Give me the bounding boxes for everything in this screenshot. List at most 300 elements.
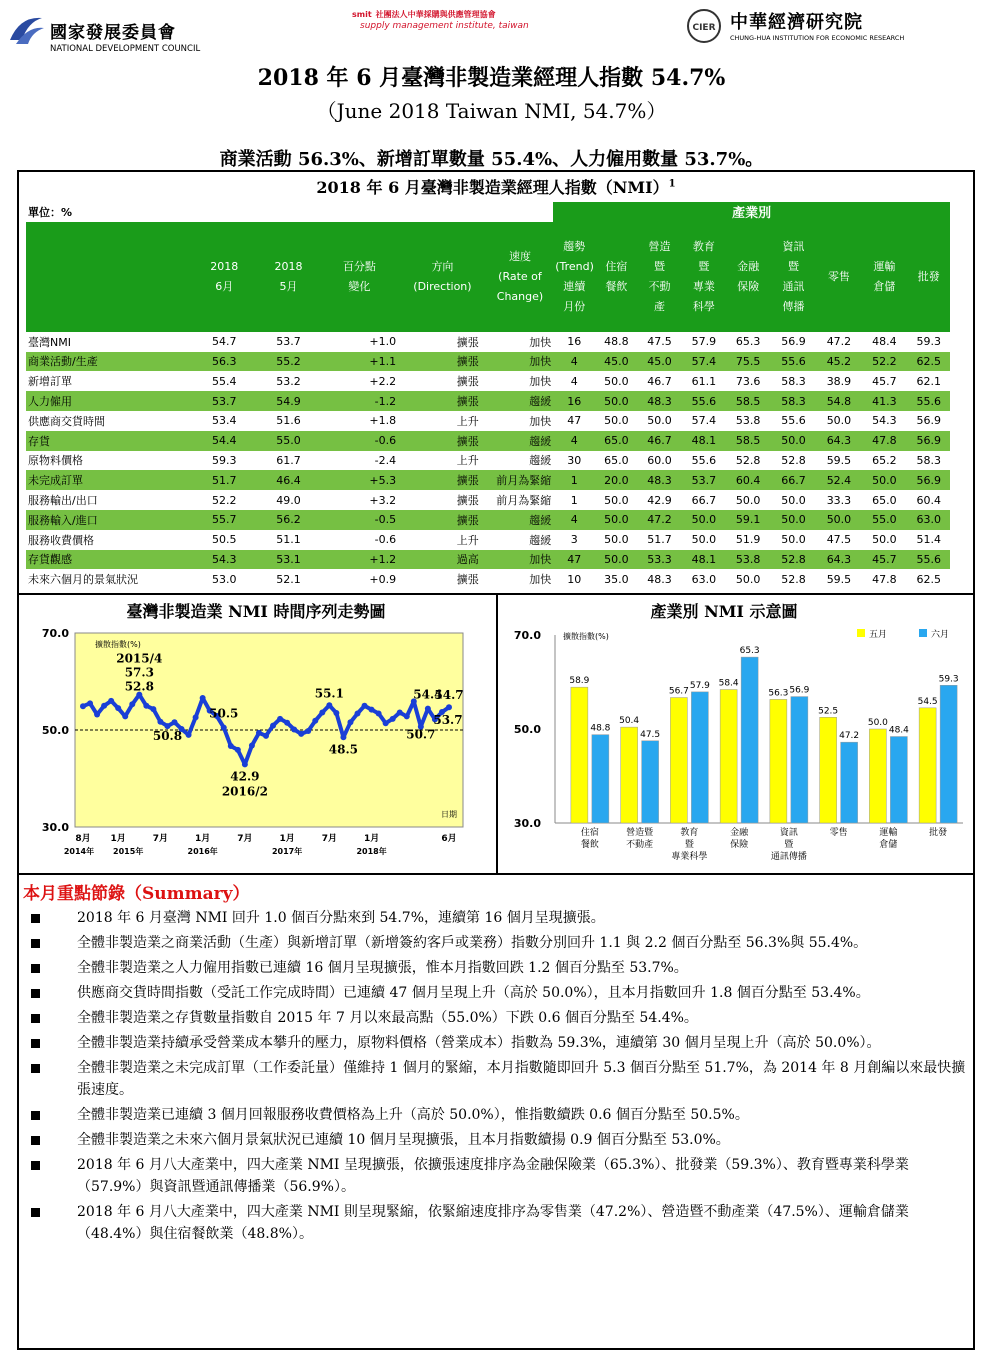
table-cell: 51.9 — [735, 533, 761, 547]
cier-emblem-icon — [686, 8, 722, 44]
table-cell: 59.5 — [826, 453, 852, 467]
table-cell: 4 — [553, 510, 595, 530]
table-cell: +2.2 — [369, 374, 397, 388]
table-cell: 56.2 — [256, 510, 320, 530]
table-cell: 48.1 — [682, 550, 726, 570]
summary-item — [27, 1104, 967, 1126]
table-cell: 56.9 — [908, 470, 950, 490]
nmi-point — [397, 710, 403, 716]
table-row — [26, 411, 950, 431]
legend-swatch — [919, 629, 927, 637]
summary-item — [27, 1154, 967, 1198]
bar — [571, 687, 588, 823]
table-cell: 47.2 — [826, 335, 852, 349]
table-cell: 加快 — [529, 573, 552, 587]
nmi-point — [355, 711, 361, 717]
summary-text: 全體非製造業已連續 3 個月回報服務收費價格為上升（高於 50.0%），惟指數續跌 0.6 個百分點至 50.5%。 — [77, 1107, 749, 1123]
table-cell: 56.9 — [781, 335, 806, 349]
nmi-point — [172, 719, 178, 725]
header-cell: 2018 6月 — [192, 222, 256, 332]
annotation-value: 54.4 — [413, 687, 443, 702]
table-cell: 55.0 — [861, 510, 908, 530]
table-cell: 63.0 — [691, 572, 717, 586]
table-cell: 46.7 — [647, 374, 672, 388]
bar-value-label: 50.4 — [619, 716, 640, 727]
header-cell: 營造 暨 不動 產 — [637, 222, 681, 332]
table-cell: 35.0 — [604, 572, 629, 586]
table-cell: 62.5 — [908, 352, 950, 372]
table-cell: 66.7 — [691, 493, 717, 507]
category-label: 教育 — [680, 828, 699, 838]
table-cell: 33.3 — [826, 493, 852, 507]
table-cell: 54.7 — [212, 335, 237, 349]
nmi-point — [383, 720, 389, 726]
table-cell: 55.0 — [256, 431, 320, 451]
nmi-point — [291, 727, 297, 733]
table-cell: 50.0 — [647, 414, 672, 428]
table-header-row — [26, 222, 950, 332]
table-cell: 55.7 — [192, 510, 256, 530]
bar — [642, 741, 659, 823]
table-cell: 加快 — [529, 335, 552, 349]
table-cell: 4 — [553, 431, 595, 451]
bar — [919, 708, 936, 823]
table-cell: -0.5 — [321, 510, 399, 530]
smit-name-zh: 社團法人中華採購與供應管理協會 — [375, 10, 496, 19]
category-label: 暨 — [784, 840, 794, 850]
annotation-value: 50.5 — [209, 706, 239, 721]
table-row — [26, 431, 950, 451]
table-cell: 65.3 — [735, 335, 761, 349]
table-cell: 50.0 — [735, 572, 761, 586]
table-cell: 63.0 — [908, 510, 950, 530]
table-cell: 57.9 — [691, 335, 717, 349]
table-cell: 60.4 — [726, 470, 770, 490]
table-unit-row — [26, 202, 950, 222]
nmi-point — [87, 700, 93, 706]
bar — [940, 685, 957, 823]
table-row — [26, 332, 950, 352]
year-label: 2016年 — [187, 847, 218, 856]
x-tick-label: 1月 — [195, 834, 211, 844]
table-cell: 50.0 — [604, 533, 629, 547]
table-cell: 48.4 — [872, 335, 897, 349]
summary-item — [27, 957, 967, 979]
table-cell: 16 — [567, 335, 582, 349]
table-cell: 64.3 — [817, 431, 861, 451]
table-cell: 50.0 — [872, 533, 897, 547]
table-cell: 73.6 — [735, 374, 761, 388]
summary-text: 全體非製造業持續承受營業成本攀升的壓力，原物料價格（營業成本）指數為 59.3%，連續第 30 個月呈現上升（高於 50.0%）。 — [77, 1035, 881, 1051]
smit-wordmark: smit — [352, 10, 372, 19]
table-cell: 50.5 — [212, 533, 237, 547]
table-cell: 52.8 — [781, 572, 806, 586]
table-cell: 上升 — [456, 533, 479, 547]
table-cell: 50.0 — [604, 493, 629, 507]
table-cell: 45.7 — [861, 550, 908, 570]
ndc-name-en: NATIONAL DEVELOPMENT COUNCIL — [50, 44, 201, 54]
table-cell: 48.1 — [682, 431, 726, 451]
table-cell: +0.9 — [369, 572, 397, 586]
table-cell: 50.0 — [595, 391, 637, 411]
table-row — [26, 510, 950, 530]
table-cell: 加快 — [529, 375, 552, 389]
summary-item — [27, 907, 967, 929]
summary-text: 全體非製造業之未完成訂單（工作委託量）僅維持 1 個月的緊縮，本月指數隨即回升 5.3 個百分點至 51.7%，為 2014 年 8 月創編以來最快擴張速度。 — [77, 1060, 966, 1098]
table-cell: 51.1 — [276, 533, 301, 547]
line-chart-ylabel: 擴散指數(%) — [95, 640, 141, 649]
bar-value-label: 57.9 — [689, 680, 710, 691]
table-cell: 60.4 — [916, 493, 942, 507]
table-cell: 50.0 — [781, 493, 806, 507]
annotation-value: 52.8 — [124, 679, 154, 694]
annotation-value: 50.7 — [406, 727, 436, 742]
nmi-point — [362, 703, 368, 709]
table-row — [26, 352, 950, 372]
annotation-value: 55.1 — [314, 686, 344, 701]
y-tick-label: 50.0 — [41, 724, 69, 737]
table-cell: 59.1 — [726, 510, 770, 530]
bullet-icon — [31, 1161, 40, 1170]
bar-value-label: 58.9 — [569, 676, 590, 687]
table-cell: 47.2 — [637, 510, 681, 530]
table-cell: 55.4 — [212, 374, 237, 388]
table-cell: 4 — [553, 352, 595, 372]
table-cell: 趨緩 — [487, 391, 553, 411]
table-cell: 49.0 — [276, 493, 301, 507]
nmi-point — [200, 695, 206, 701]
table-cell: 53.0 — [212, 572, 237, 586]
row-label: 服務收費價格 — [28, 533, 94, 547]
table-cell: 58.5 — [726, 431, 770, 451]
summary-text: 全體非製造業之商業活動（生產）與新增訂單（新增簽約客戶或業務）指數分別回升 1.1 與 2.2 個百分點至 56.3%與 55.4%。 — [77, 935, 868, 951]
table-cell: 加快 — [487, 352, 553, 372]
table-cell: 55.2 — [256, 352, 320, 372]
bullet-icon — [31, 1136, 40, 1145]
table-cell: -2.4 — [374, 453, 397, 467]
cier-logo — [686, 6, 926, 46]
table-cell: 55.6 — [691, 453, 717, 467]
industry-nmi-chart — [497, 595, 975, 873]
table-cell: 65.0 — [872, 493, 897, 507]
bar — [592, 735, 609, 823]
bar-value-label: 50.0 — [867, 718, 888, 728]
table-cell: 48.8 — [604, 335, 629, 349]
row-label: 服務輸出/出口 — [28, 494, 98, 508]
table-cell: -0.6 — [321, 431, 399, 451]
table-cell: 趨緩 — [487, 510, 553, 530]
bar — [691, 692, 708, 823]
table-cell: 54.9 — [256, 391, 320, 411]
nmi-point — [150, 706, 156, 712]
table-cell: 58.5 — [726, 391, 770, 411]
summary-text: 2018 年 6 月八大產業中，四大產業 NMI 呈現擴張，依擴張速度排序為金融保險業（65.3%）、批發業（59.3%）、教育暨專業科學業（57.9%）與資訊暨通訊傳播業（56.9%）。 — [77, 1157, 909, 1195]
table-cell: 55.6 — [781, 414, 806, 428]
table-cell: 擴張 — [398, 352, 487, 372]
table-row — [26, 530, 950, 550]
category-label: 批發 — [929, 828, 948, 838]
ndc-emblem-icon — [6, 10, 46, 50]
bullet-icon — [31, 939, 40, 948]
category-label: 零售 — [829, 828, 848, 838]
table-cell: 擴張 — [398, 510, 487, 530]
table-cell: +1.0 — [369, 335, 397, 349]
table-cell: -1.2 — [321, 391, 399, 411]
table-cell: 58.3 — [770, 391, 817, 411]
x-tick-label: 1月 — [279, 834, 295, 844]
table-cell: 62.5 — [916, 572, 942, 586]
bullet-icon — [31, 914, 40, 923]
bar — [621, 727, 638, 823]
table-cell: 53.7 — [276, 335, 301, 349]
table-cell: 過高 — [398, 550, 487, 570]
header-cell: 百分點 變化 — [321, 222, 399, 332]
table-cell: 52.2 — [861, 352, 908, 372]
page-subtitle: （June 2018 Taiwan NMI, 54.7%） — [316, 99, 667, 123]
table-cell: 擴張 — [398, 391, 487, 411]
summary-item — [27, 1057, 967, 1101]
year-label: 2015年 — [113, 847, 144, 856]
table-title-footnote: 1 — [668, 178, 676, 190]
table-cell: 擴張 — [398, 431, 487, 451]
table-cell: 47.5 — [647, 335, 672, 349]
nmi-point — [249, 743, 255, 749]
table-cell: 51.7 — [647, 533, 672, 547]
y-tick-label: 50.0 — [513, 723, 541, 736]
nmi-point — [101, 703, 107, 709]
nmi-point — [284, 720, 290, 726]
nmi-point — [270, 723, 276, 729]
table-cell: 30 — [567, 453, 582, 467]
header-cell: 住宿 餐飲 — [595, 222, 637, 332]
table-cell: 趨緩 — [487, 431, 553, 451]
table-cell: 加快 — [529, 414, 552, 428]
table-cell: 擴張 — [456, 573, 479, 587]
x-tick-label: 1月 — [363, 834, 380, 844]
y-tick-label: 30.0 — [513, 817, 541, 830]
header-cell: 運輸 倉儲 — [861, 222, 908, 332]
table-cell: 50.0 — [817, 510, 861, 530]
table-cell: 65.0 — [595, 431, 637, 451]
legend-label: 五月 — [869, 630, 888, 640]
table-cell: 55.6 — [770, 352, 817, 372]
table-cell: 60.0 — [647, 453, 672, 467]
y-tick-label: 70.0 — [41, 627, 69, 640]
table-row — [26, 451, 950, 471]
row-label: 原物料價格 — [28, 454, 83, 468]
table-cell: 47.8 — [872, 572, 897, 586]
table-cell: 擴張 — [398, 470, 487, 490]
table-cell: 50.0 — [595, 510, 637, 530]
year-label: 2014年 — [63, 847, 95, 856]
row-label: 臺灣NMI — [28, 335, 71, 349]
bar-value-label: 48.8 — [590, 723, 611, 734]
table-cell: 51.7 — [192, 470, 256, 490]
bar-value-label: 65.3 — [739, 646, 760, 657]
bar — [820, 717, 837, 823]
bullet-icon — [31, 1064, 40, 1073]
nmi-point — [340, 734, 346, 740]
table-cell: 42.9 — [647, 493, 672, 507]
year-label: 2018年 — [356, 847, 387, 856]
table-cell: 65.0 — [604, 453, 629, 467]
table-cell: 52.1 — [276, 572, 301, 586]
table-cell: 59.3 — [916, 335, 942, 349]
header-cell: 金融 保險 — [726, 222, 770, 332]
ndc-logo — [4, 8, 234, 60]
table-cell: 59.3 — [212, 453, 237, 467]
summary-title: 本月重點節錄（Summary） — [23, 884, 250, 904]
header-cell: 2018 5月 — [256, 222, 320, 332]
table-cell: 擴張 — [456, 375, 479, 389]
header-cell: 速度 (Rate of Change) — [487, 222, 553, 332]
bar-value-label: 56.7 — [668, 686, 689, 697]
table-cell: 45.7 — [872, 374, 897, 388]
table-cell: 47 — [567, 414, 582, 428]
table-cell: 50.0 — [595, 550, 637, 570]
bar — [670, 698, 687, 823]
nmi-point — [193, 714, 199, 720]
table-cell: 趨緩 — [529, 454, 552, 468]
table-row — [26, 470, 950, 490]
table-cell: 64.3 — [817, 550, 861, 570]
x-tick-label: 7月 — [152, 834, 169, 844]
nmi-point — [305, 728, 311, 734]
bullet-icon — [31, 964, 40, 973]
category-label: 餐飲 — [580, 840, 599, 850]
table-cell: 4 — [570, 374, 578, 388]
bullet-icon — [31, 1111, 40, 1120]
table-cell: 61.7 — [276, 453, 301, 467]
row-label: 未來六個月的景氣狀況 — [28, 573, 138, 587]
table-cell: 59.5 — [826, 572, 852, 586]
category-label: 暨 — [684, 840, 694, 850]
table-row — [26, 391, 950, 411]
table-cell: 50.0 — [781, 533, 806, 547]
x-tick-label: 1月 — [110, 834, 126, 844]
line-chart-title: 臺灣非製造業 NMI 時間序列走勢圖 — [126, 602, 386, 621]
annotation-date: 2015/4 — [116, 651, 163, 666]
bar-value-label: 48.4 — [888, 725, 909, 736]
nmi-point — [376, 711, 382, 717]
table-cell: 66.7 — [770, 470, 817, 490]
bar-value-label: 54.5 — [917, 696, 938, 707]
legend-label: 六月 — [931, 630, 950, 640]
category-label: 住宿 — [580, 828, 599, 838]
y-tick-label: 70.0 — [513, 629, 541, 642]
line-chart-xlabel: 日期 — [441, 810, 457, 819]
table-cell: 前月為緊縮 — [496, 494, 552, 508]
annotation-value: 53.7 — [433, 713, 463, 728]
table-row — [26, 371, 950, 391]
table-cell: 50.0 — [770, 510, 817, 530]
nmi-point — [312, 718, 318, 724]
table-cell: 54.3 — [872, 414, 897, 428]
table-cell: 45.0 — [637, 352, 681, 372]
nmi-point — [263, 733, 269, 739]
category-label: 專業科學 — [671, 852, 708, 862]
table-cell: 擴張 — [456, 494, 479, 508]
table-row — [26, 569, 950, 589]
headline: 商業活動 56.3%、新增訂單數量 55.4%、人力僱用數量 53.7%。 — [219, 149, 764, 170]
category-label: 倉儲 — [879, 840, 898, 850]
table-cell: 65.2 — [872, 453, 897, 467]
bullet-icon — [31, 989, 40, 998]
header-cell: 教育 暨 專業 科學 — [682, 222, 726, 332]
bar-value-label: 56.9 — [789, 685, 810, 696]
annotation-value: 57.3 — [124, 665, 154, 680]
table-cell: 61.1 — [691, 374, 717, 388]
nmi-point — [122, 713, 128, 719]
bar-value-label: 59.3 — [938, 674, 959, 685]
table-row — [26, 490, 950, 510]
table-row — [26, 550, 950, 570]
nmi-point — [143, 703, 149, 709]
table-cell: 16 — [553, 391, 595, 411]
report-header — [0, 0, 983, 60]
legend-swatch — [857, 629, 865, 637]
x-tick-label: 7月 — [237, 834, 253, 844]
table-cell: 53.7 — [192, 391, 256, 411]
nmi-point — [108, 698, 114, 704]
table-cell: 50.0 — [604, 374, 629, 388]
ndc-name-zh: 國家發展委員會 — [50, 23, 176, 43]
table-cell: 56.9 — [908, 431, 950, 451]
table-cell: 45.2 — [817, 352, 861, 372]
x-tick-label: 6月 — [441, 834, 457, 844]
header-cell: 批發 — [908, 222, 950, 332]
row-label: 新增訂單 — [28, 375, 72, 389]
table-cell: 20.0 — [595, 470, 637, 490]
bar — [869, 729, 886, 823]
table-cell: 55.6 — [682, 391, 726, 411]
annotation-value: 50.8 — [152, 729, 183, 744]
table-cell: 47.5 — [826, 533, 852, 547]
bar — [890, 737, 907, 823]
header-cell: 零售 — [817, 222, 861, 332]
category-label: 保險 — [730, 840, 749, 850]
bar-chart-title: 產業別 NMI 示意圖 — [650, 602, 798, 621]
summary-text: 全體非製造業之人力僱用指數已連續 16 個月呈現擴張，惟本月指數回跌 1.2 個百分點至 53.7%。 — [77, 960, 688, 976]
summary-item — [27, 982, 967, 1004]
summary-section — [17, 873, 975, 1242]
table-cell: 上升 — [456, 454, 479, 468]
annotation-value: 54.7 — [434, 688, 464, 703]
nmi-point — [94, 711, 100, 717]
cier-name-en: CHUNG-HUA INSTITUTION FOR ECONOMIC RESEARCH — [730, 34, 905, 42]
table-cell: 53.4 — [212, 414, 237, 428]
nmi-point — [347, 719, 353, 725]
table-cell: 57.4 — [682, 352, 726, 372]
cier-name-zh: 中華經濟研究院 — [730, 12, 863, 33]
table-cell: 52.2 — [212, 493, 237, 507]
table-title-text: 2018 年 6 月臺灣非製造業經理人指數（NMI） — [316, 178, 669, 197]
row-label: 未完成訂單 — [26, 470, 192, 490]
summary-list — [27, 907, 967, 1248]
table-cell: 45.0 — [595, 352, 637, 372]
table-cell: 55.6 — [908, 391, 950, 411]
row-label: 服務輸入/進口 — [26, 510, 192, 530]
nmi-point — [256, 730, 262, 736]
nmi-point — [425, 706, 431, 712]
header-cell: 資訊 暨 通訊 傳播 — [770, 222, 817, 332]
table-cell: 51.6 — [276, 414, 301, 428]
bullet-icon — [31, 1208, 40, 1217]
summary-item — [27, 1032, 967, 1054]
bar — [841, 742, 858, 823]
table-title — [19, 175, 973, 198]
summary-text: 2018 年 6 月臺灣 NMI 回升 1.0 個百分點來到 54.7%，連續第 16 個月呈現擴張。 — [77, 910, 605, 926]
